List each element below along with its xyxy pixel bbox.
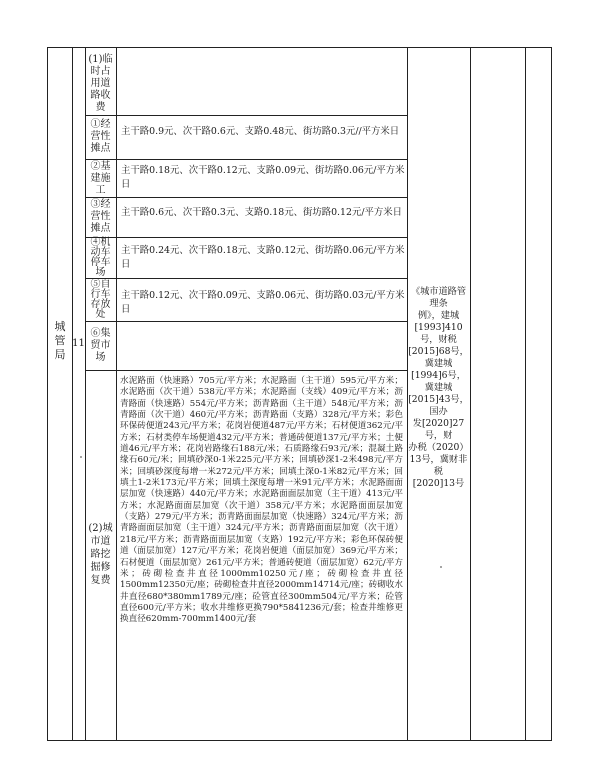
basis-line: 办税（2020） [408,442,469,453]
label-line: 摊点 [90,223,111,234]
row-divider [85,115,407,116]
rate-item-text: 主干路0.18元、次干路0.12元、支路0.09元、街坊路0.06元/平方米日 [121,165,405,190]
legal-basis [407,286,470,490]
label-line: (2)城 [88,523,113,534]
column-divider [470,48,471,740]
label-line: 摊点 [90,143,111,154]
label-line: 用道 [90,78,111,89]
basis-line: [1993]410号，财税 [414,322,463,345]
row-divider [85,278,407,279]
column-divider [525,48,526,740]
label-line: 路挖 [90,549,111,560]
label-line: 时占 [90,66,111,77]
rate-item-text: 主干路0.6元、次干路0.3元、支路0.18元、街坊路0.12元/平方米日 [121,207,402,218]
section-1-label [85,54,116,114]
rate-item-label [85,280,116,320]
label-line: ①经 [90,119,111,130]
label-line: 场 [95,267,106,278]
section-2-fee-text: 水泥路面（快速路）705元/平方米；水泥路面（主干道）595元/平方米；水泥路面（次干道）538元/平方米；水泥路面（支线）409元/平方米；沥青路面（快速路）554元/平方米；沥青路面（主干道）548元/平方米；沥青路面（次干道）460元/平方米；沥青路面（支路）328元/平方米；彩色环保砖便道243元/平方米；花岗岩便道487元/平方米；石材便道362元/平方米；石材类停车场便道432元/平方米；普通砖便道137元/平方米；土便道46元/平方米；花岗岩路缘石188元/米；石质路缘石93元/米；混凝土路缘石60元/米；回填砂深0-1米225元/平方米；回填砂深1-2米498元/平方米；回填砂深度每增一米272元/平方米；回填土深0-1米82元/平方米；回填土1-2米173元/平方米；回填土深度每增一米91元/平方米；水泥路面面层加宽（快速路）440元/平方米；水泥路面面层加宽（主干道）413元/平方米；水泥路面面层加宽（次干道）358元/平方米；水泥路面面层加宽（支路）279元/平方米；沥青路面面层加宽（快速路）324元/平方米；沥青路面面层加宽（主干道）324元/平方米；沥青路面面层加宽（次干道）218元/平方米；沥青路面面层加宽（支路）192元/平方米；彩色环保砖便道（面层加宽）127元/平方米；花岗岩便道（面层加宽）369元/平方米；石材便道（面层加宽）261元/平方米；普通砖便道（面层加宽）62元/平方米；砖砌检查井直径1000mm10250元/座；砖砌检查井直径1500mm12350元/座；砖砌检查井直径2000mm14714元/座；砖砌收水井直径680*380mm1789元/座；砼管直径300mm504元/平方米；砼管直径600元/平方米；收水井维修更换790*5841236元/套；检查井维修更换直径620mm-700mm1400元/套 [120,376,403,625]
label-line: 停车 [90,257,111,268]
basis-line: [2015]43号，国办 [408,394,469,417]
section-2-label [85,522,116,587]
row-divider [85,370,407,371]
label-line: ⑤自 [90,279,111,290]
label-line: 复费 [90,575,111,586]
row-divider [85,321,407,322]
label-line: 建施 [90,173,111,184]
department-char: 管 [54,334,66,347]
row-divider [85,159,407,160]
rate-item-label [85,328,116,364]
rate-item-label [85,161,116,197]
department-cell [48,320,72,362]
label-line: 场 [95,352,106,363]
label-line: ③经 [90,199,111,210]
basis-line: [2020]13号 [412,478,465,489]
row-divider [85,237,407,238]
rate-item-text: 主干路0.9元、次干路0.6元、支路0.48元、街坊路0.3元//平方米日 [121,126,400,137]
rate-item-label [85,119,116,155]
label-line: 掘修 [90,562,111,573]
basis-line: [2015]68号，冀建城 [408,346,469,369]
rate-item-text: 主干路0.12元、次干路0.09元、支路0.06元、街坊路0.03元/平方米日 [121,290,405,315]
label-line: ⑥集 [90,328,111,339]
scan-speck [80,456,82,458]
scan-speck [440,566,442,568]
label-line: 存放 [90,299,111,310]
basis-line: 13号，冀财非税 [409,454,468,477]
label-line: 贸市 [90,340,111,351]
label-line: 市道 [90,536,111,547]
department-char: 局 [54,348,66,361]
basis-line: 《城市道路管理条 [410,286,467,309]
row-divider [85,197,407,198]
basis-line: [1994]6号，冀建城 [411,370,466,393]
label-line: 营性 [90,131,111,142]
label-line: 费 [95,102,106,113]
label-line: 营性 [90,211,111,222]
column-divider [72,48,73,740]
row-number: 11 [72,338,85,349]
fee-table [47,47,552,741]
rate-item-label [85,238,116,278]
label-line: (1)临 [88,54,113,65]
label-line: 行车 [90,289,111,300]
label-line: 路收 [90,90,111,101]
department-char: 城 [54,320,66,333]
rate-item-text: 主干路0.24元、次干路0.18元、支路0.12元、街坊路0.06元/平方米日 [121,245,405,270]
rate-item-label [85,199,116,235]
basis-line: 发[2020]27号，财 [412,418,465,441]
label-line: 动车 [90,247,111,258]
label-line: ②基 [90,161,111,172]
label-line: 工 [95,185,106,196]
label-line: 处 [95,309,106,320]
label-line: ④机 [90,237,111,248]
basis-line: 例》，建城 [417,310,460,321]
